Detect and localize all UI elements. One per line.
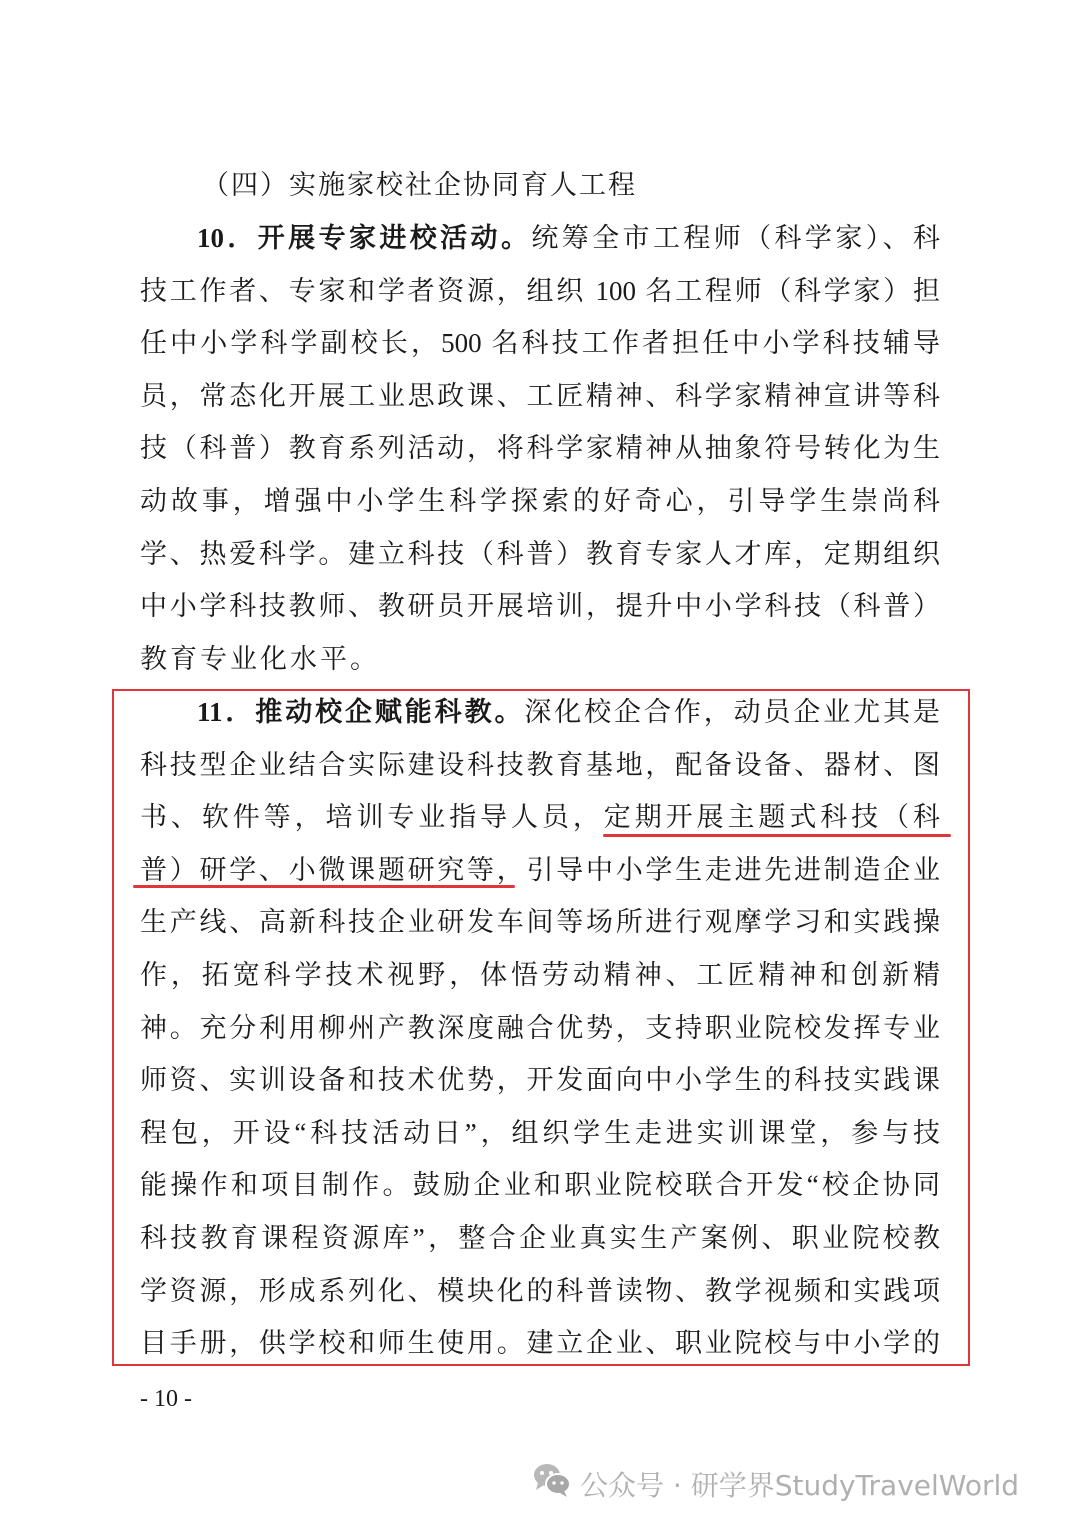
paragraph-10 [140, 212, 940, 685]
item-title: 11．推动校企赋能科教。 [197, 697, 525, 727]
text-line: 学资源，形成系列化、模块化的科普读物、教学视频和实践项 [140, 1275, 940, 1306]
text-line: 员，常态化开展工业思政课、工匠精神、科学家精神宣讲等科 [140, 380, 940, 411]
text-line: 神。充分利用柳州产教深度融合优势，支持职业院校发挥专业 [140, 1012, 940, 1043]
line-text: 统筹全市工程师（科学家）、科 [531, 223, 941, 253]
text-line: 技（科普）教育系列活动，将科学家精神从抽象符号转化为生 [140, 433, 940, 464]
red-underline [603, 834, 951, 837]
text-line: 科技教育课程资源库”，整合企业真实生产案例、职业院校教 [140, 1222, 940, 1253]
text-line: 中小学科技教师、教研员开展培训，提升中小学科技（科普） [140, 591, 940, 622]
text-line: 动故事，增强中小学生科学探索的好奇心，引导学生崇尚科 [140, 485, 940, 516]
text-line: 生产线、高新科技企业研发车间等场所进行观摩学习和实践操 [140, 907, 940, 938]
text-line [140, 686, 940, 739]
paragraph-11 [140, 686, 940, 1370]
text-line: 目手册，供学校和师生使用。建立企业、职业院校与中小学的 [140, 1328, 940, 1359]
line-text: 深化校企合作，动员企业尤其是 [524, 697, 940, 727]
item-title: 10．开展专家进校活动。 [197, 223, 532, 253]
text-line: 教育专业化水平。 [140, 643, 380, 674]
text-line: 科技型企业结合实际建设科技教育基地，配备设备、器材、图 [140, 749, 940, 780]
section-heading: （四）实施家校社企协同育人工程 [202, 170, 637, 200]
text-line: 技工作者、专家和学者资源，组织 100 名工程师（科学家）担 [140, 275, 940, 306]
text-line: 书、软件等，培训专业指导人员，定期开展主题式科技（科 [140, 802, 940, 833]
page-number: - 10 - [140, 1386, 192, 1412]
text-line: 能操作和项目制作。鼓励企业和职业院校联合开发“校企协同 [140, 1170, 940, 1201]
text-line: 普）研学、小微课题研究等，引导中小学生走进先进制造企业 [140, 854, 940, 885]
text-line [140, 212, 940, 265]
text-line: 程包，开设“科技活动日”，组织学生走进实训课堂，参与技 [140, 1117, 940, 1148]
text-line: 师资、实训设备和技术优势，开发面向中小学生的科技实践课 [140, 1065, 940, 1096]
watermark [532, 1462, 1019, 1505]
watermark-text: 公众号 · 研学界StudyTravelWorld [580, 1468, 1020, 1502]
red-underline [133, 885, 515, 888]
text-line: 任中小学科学副校长，500 名科技工作者担任中小学科技辅导 [140, 328, 940, 359]
text-line: 作，拓宽科学技术视野，体悟劳动精神、工匠精神和创新精 [140, 959, 940, 990]
text-line: 学、热爱科学。建立科技（科普）教育专家人才库，定期组织 [140, 538, 940, 569]
wechat-icon [532, 1462, 572, 1505]
